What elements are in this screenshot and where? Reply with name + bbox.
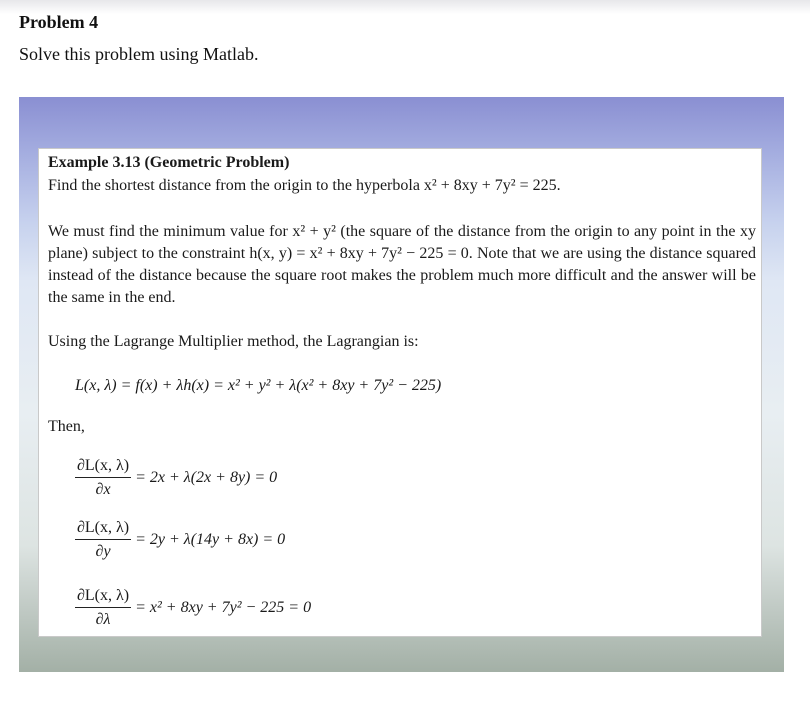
method-text: Using the Lagrange Multiplier method, the Lagrangian is: <box>48 333 419 350</box>
fraction <box>75 585 131 630</box>
example-problem: Find the shortest distance from the origin to the hyperbola x² + 8xy + 7y² = 225. <box>48 177 561 194</box>
fraction-numerator: ∂L(x, λ) <box>75 585 131 608</box>
derivative-lambda-equation <box>75 585 311 630</box>
fraction <box>75 517 131 562</box>
example-explanation: We must find the minimum value for x² + y² (the square of the distance from the origin to any point in the xy plane) subject to the constraint h(x, y) = x² + 8xy + 7y² − 225 = 0. Note that we are using the distance squared instead of the distance because the square root makes the problem much more difficult and the answer will be the same in the end. <box>48 223 756 306</box>
fraction-denominator: ∂x <box>95 481 111 498</box>
problem-instruction: Solve this problem using Matlab. <box>19 44 259 64</box>
lagrangian-equation: L(x, λ) = f(x) + λh(x) = x² + y² + λ(x² + 8xy + 7y² − 225) <box>75 377 442 394</box>
equation-rhs: = 2y + λ(14y + 8x) = 0 <box>135 531 286 548</box>
fraction-numerator: ∂L(x, λ) <box>75 517 131 540</box>
then-label: Then, <box>48 418 85 435</box>
equation-rhs: = 2x + λ(2x + 8y) = 0 <box>135 469 278 486</box>
problem-title: Problem 4 <box>19 12 99 32</box>
fraction <box>75 455 131 500</box>
example-title: Example 3.13 (Geometric Problem) <box>48 154 290 171</box>
derivative-y-equation <box>75 517 285 562</box>
derivative-x-equation <box>75 455 277 500</box>
top-shadow-bar <box>0 0 810 14</box>
fraction-denominator: ∂y <box>95 543 111 560</box>
fraction-denominator: ∂λ <box>95 611 111 628</box>
example-card <box>38 148 762 637</box>
fraction-numerator: ∂L(x, λ) <box>75 455 131 478</box>
equation-rhs: = x² + 8xy + 7y² − 225 = 0 <box>135 599 312 616</box>
